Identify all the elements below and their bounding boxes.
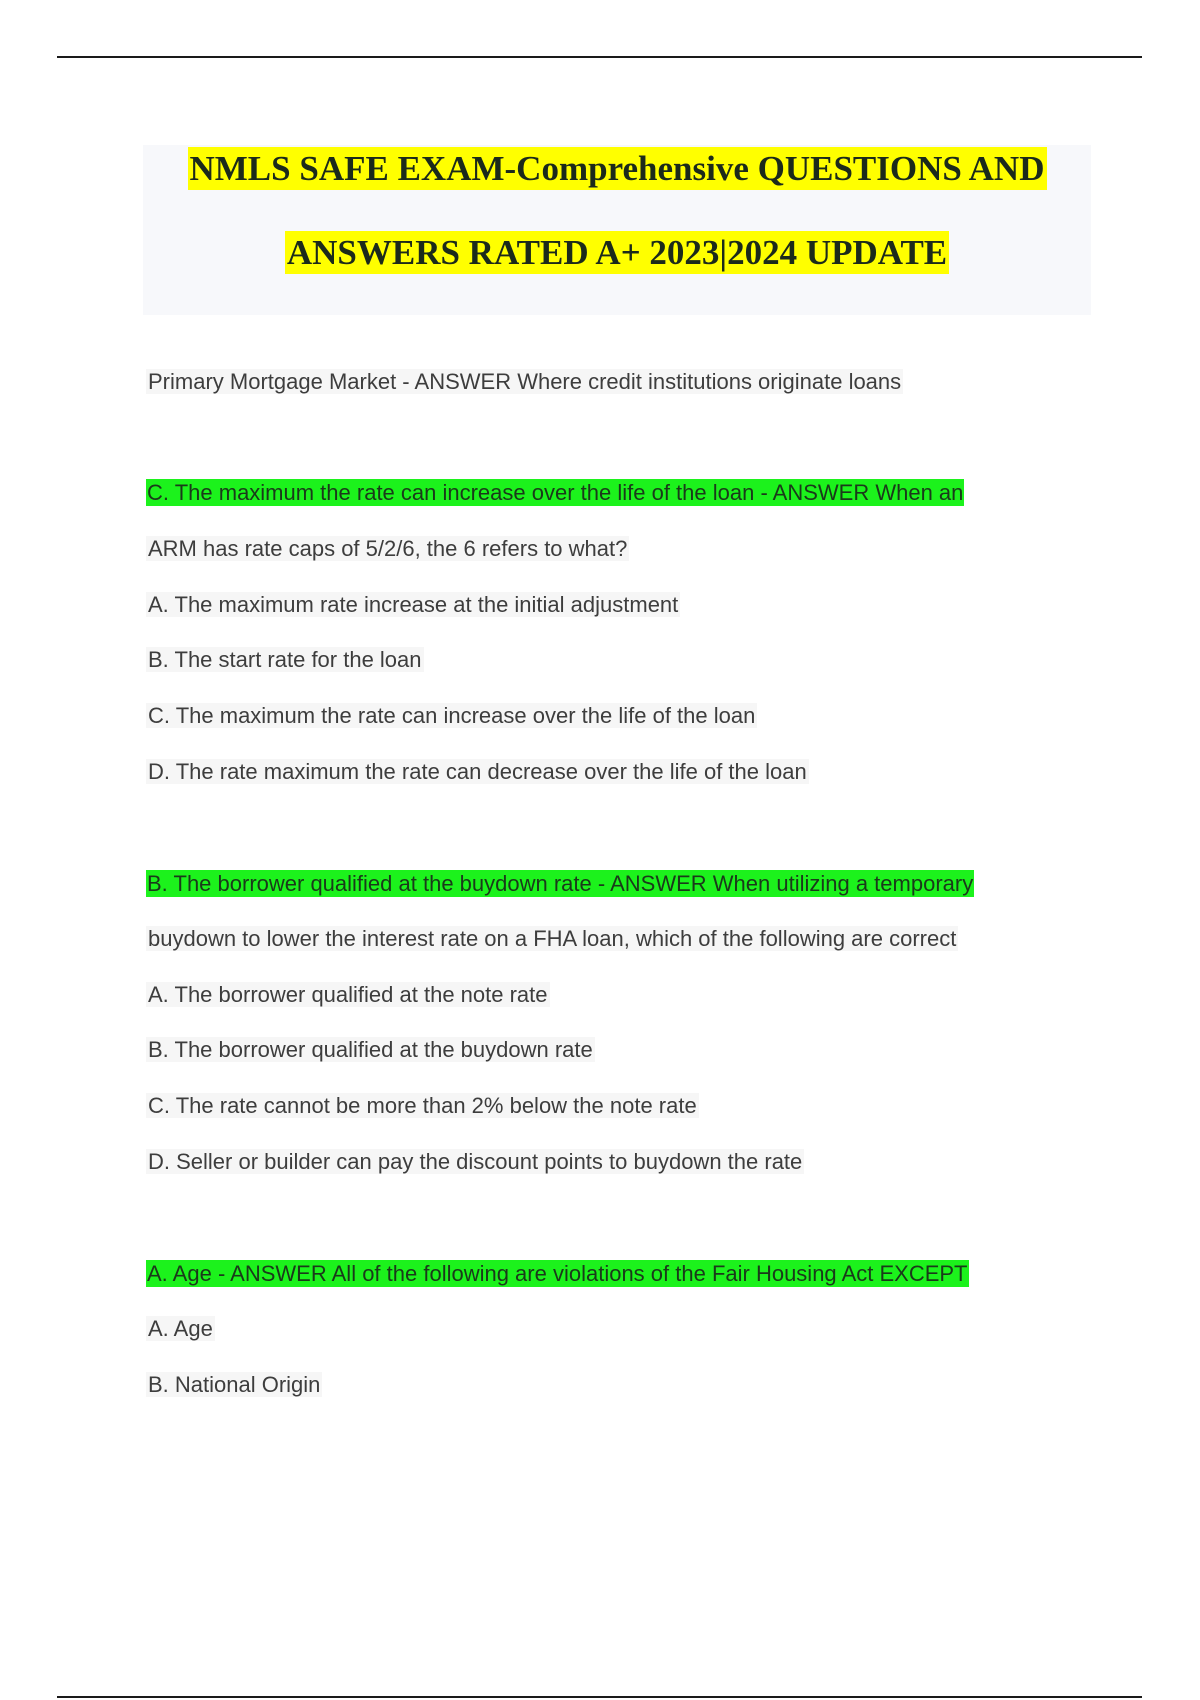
- question-2-option-a: A. The borrower qualified at the note rate: [148, 982, 548, 1007]
- definition-primary-mortgage-market: Primary Mortgage Market - ANSWER Where credit institutions originate loans: [148, 369, 902, 394]
- question-1-option-b: B. The start rate for the loan: [148, 647, 422, 672]
- question-2-option-d: D. Seller or builder can pay the discount points to buydown the rate: [148, 1149, 803, 1174]
- question-2-text: buydown to lower the interest rate on a FHA loan, which of the following are correct: [148, 926, 957, 951]
- question-3-answer: A. Age - ANSWER All of the following are violations of the Fair Housing Act EXCEPT: [147, 1261, 968, 1286]
- bottom-rule: [57, 1696, 1142, 1698]
- question-3-option-a: A. Age: [148, 1316, 213, 1341]
- document-title-line-1: NMLS SAFE EXAM-Comprehensive QUESTIONS AND: [189, 149, 1045, 188]
- question-3-option-b: B. National Origin: [148, 1372, 321, 1397]
- question-1-option-a: A. The maximum rate increase at the initial adjustment: [148, 592, 679, 617]
- title-box: [143, 145, 1091, 315]
- question-1-option-c: C. The maximum the rate can increase over the life of the loan: [148, 703, 756, 728]
- question-1-answer: C. The maximum the rate can increase over the life of the loan - ANSWER When an: [147, 480, 964, 505]
- question-2-answer: B. The borrower qualified at the buydown rate - ANSWER When utilizing a temporary: [147, 871, 974, 896]
- question-2-option-b: B. The borrower qualified at the buydown rate: [148, 1037, 593, 1062]
- question-1-text: ARM has rate caps of 5/2/6, the 6 refers to what?: [148, 536, 628, 561]
- document-title-line-2: ANSWERS RATED A+ 2023|2024 UPDATE: [286, 233, 948, 272]
- top-rule: [57, 56, 1142, 58]
- question-1-option-d: D. The rate maximum the rate can decrease over the life of the loan: [148, 759, 807, 784]
- question-2-option-c: C. The rate cannot be more than 2% below the note rate: [148, 1093, 697, 1118]
